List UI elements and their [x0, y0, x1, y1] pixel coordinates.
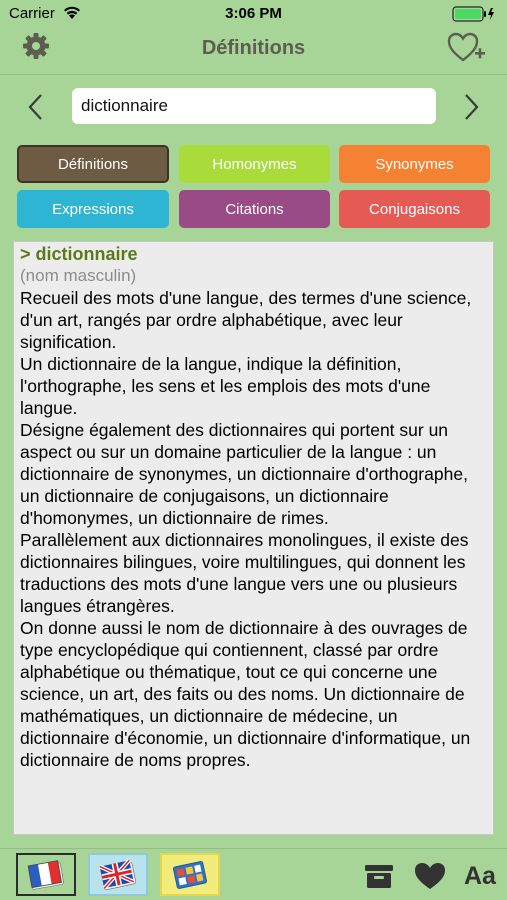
- status-time: 3:06 PM: [225, 5, 282, 22]
- definitions-button[interactable]: Définitions: [17, 145, 169, 183]
- entry-grammar: (nom masculin): [20, 266, 137, 285]
- heart-plus-icon[interactable]: [447, 31, 487, 67]
- battery-icon: [452, 6, 496, 22]
- conjugations-button[interactable]: Conjugaisons: [339, 190, 490, 228]
- definition-panel[interactable]: [13, 241, 494, 835]
- search-input[interactable]: [72, 88, 436, 124]
- archive-icon[interactable]: [363, 862, 395, 890]
- game-book-icon: [162, 855, 218, 894]
- chevron-right-icon[interactable]: [461, 92, 481, 122]
- english-dictionary-tab[interactable]: [88, 853, 148, 896]
- definition-paragraph: Un dictionnaire de la langue, indique la définition, l'orthographe, les sens et les emplois des mots d'une langue.: [20, 354, 431, 418]
- page-title: Définitions: [201, 37, 306, 59]
- citations-button[interactable]: Citations: [179, 190, 330, 228]
- entry-word: > dictionnaire: [20, 244, 138, 264]
- definition-paragraph: Parallèlement aux dictionnaires monolingues, il existe des dictionnaires bilingues, voire multilingues, qui donnent les traductions des mots d'une langue vers une ou plusieurs langues étrangères.: [20, 530, 469, 616]
- definition-paragraph: Recueil des mots d'une langue, des termes d'une science, d'un art, rangés par ordre alphabétique, avec leur signification.: [20, 288, 472, 352]
- french-dictionary-tab[interactable]: [16, 853, 76, 896]
- status-bar: [0, 0, 507, 28]
- font-size-button[interactable]: Aa: [464, 862, 496, 890]
- expressions-button[interactable]: Expressions: [17, 190, 169, 228]
- definition-paragraph: On donne aussi le nom de dictionnaire à des ouvrages de type encyclopédique qui contiennent, classé par ordre alphabétique ou thématique, tout ce qui concerne une science, un art, des faits ou des noms. Un dictionnaire de mathématiques, un dictionnaire de médecine, un dictionnaire d'économie, un dictionnaire d'informatique, un dictionnaire de noms propres.: [20, 618, 471, 770]
- definition-paragraph: Désigne également des dictionnaires qui portent sur un aspect ou sur un domaine particulier de la langue : un dictionnaire de synonymes, un dictionnaire d'orthographe, un dictionnaire de conjugaisons, un dictionnaire d'homonymes, un dictionnaire de rimes.: [20, 420, 468, 528]
- carrier-label: Carrier: [9, 5, 55, 22]
- game-tab[interactable]: [160, 853, 220, 896]
- heart-icon[interactable]: [413, 861, 447, 891]
- homonyms-button[interactable]: Homonymes: [179, 145, 330, 183]
- nav-divider: [0, 74, 507, 75]
- english-dictionary-book-icon: [90, 855, 146, 894]
- french-dictionary-book-icon: [18, 855, 74, 894]
- nav-bar: [0, 28, 507, 74]
- synonyms-button[interactable]: Synonymes: [339, 145, 490, 183]
- chevron-left-icon[interactable]: [26, 92, 46, 122]
